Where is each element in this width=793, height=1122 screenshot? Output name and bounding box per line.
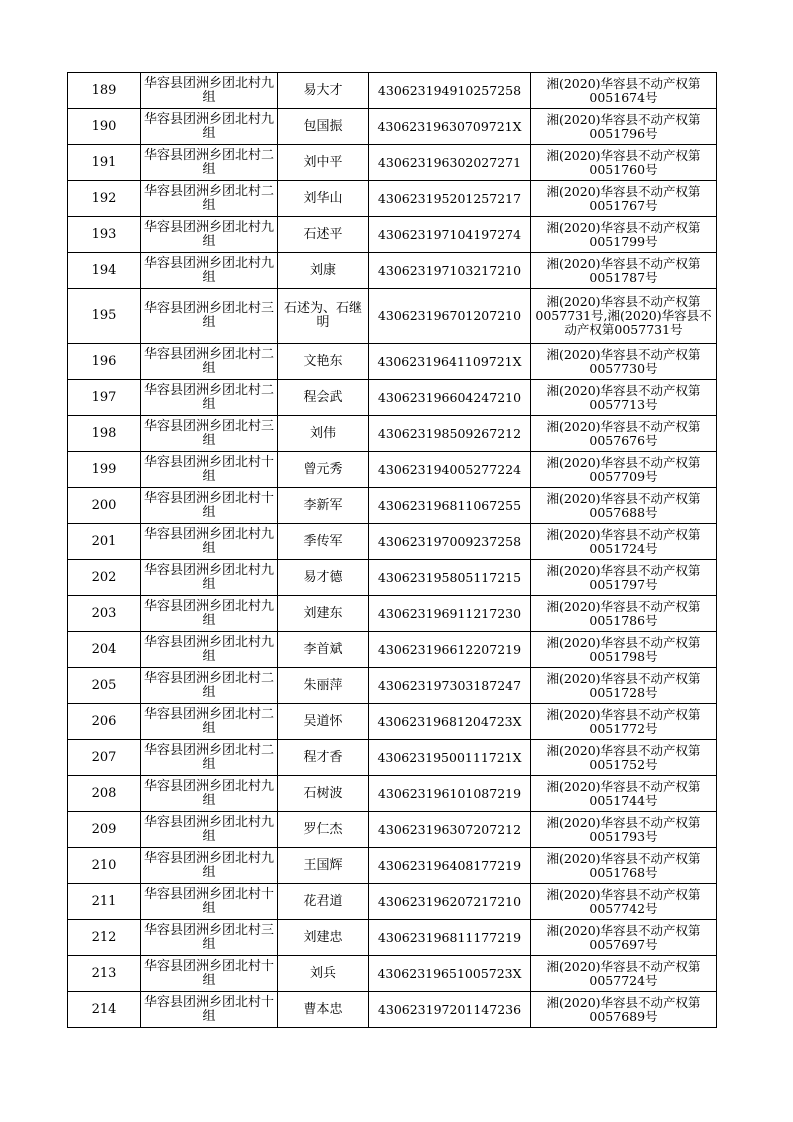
certificate-number-cell: 湘(2020)华容县不动产权第0057689号 xyxy=(531,992,717,1028)
table-row xyxy=(68,704,717,740)
address-cell: 华容县团洲乡团北村十组 xyxy=(141,452,278,488)
address-cell: 华容县团洲乡团北村二组 xyxy=(141,704,278,740)
table-row xyxy=(68,145,717,181)
table-row xyxy=(68,524,717,560)
id-number-cell: 43062319500111721X xyxy=(369,740,531,776)
row-number: 212 xyxy=(68,920,141,956)
certificate-number-cell: 湘(2020)华容县不动产权第0051772号 xyxy=(531,704,717,740)
address-cell: 华容县团洲乡团北村十组 xyxy=(141,884,278,920)
address-cell: 华容县团洲乡团北村三组 xyxy=(141,289,278,344)
address-cell: 华容县团洲乡团北村二组 xyxy=(141,668,278,704)
certificate-number-cell: 湘(2020)华容县不动产权第0051674号 xyxy=(531,73,717,109)
row-number: 197 xyxy=(68,380,141,416)
certificate-number-cell: 湘(2020)华容县不动产权第0057688号 xyxy=(531,488,717,524)
owner-name-cell: 吴道怀 xyxy=(278,704,369,740)
table-row xyxy=(68,253,717,289)
id-number-cell: 430623195201257217 xyxy=(369,181,531,217)
certificate-number-cell: 湘(2020)华容县不动产权第0051760号 xyxy=(531,145,717,181)
address-cell: 华容县团洲乡团北村九组 xyxy=(141,73,278,109)
table-row xyxy=(68,217,717,253)
id-number-cell: 43062319630709721X xyxy=(369,109,531,145)
id-number-cell: 430623196911217230 xyxy=(369,596,531,632)
table-row xyxy=(68,632,717,668)
owner-name-cell: 花君道 xyxy=(278,884,369,920)
owner-name-cell: 刘伟 xyxy=(278,416,369,452)
owner-name-cell: 刘中平 xyxy=(278,145,369,181)
row-number: 195 xyxy=(68,289,141,344)
certificate-number-cell: 湘(2020)华容县不动产权第0057724号 xyxy=(531,956,717,992)
certificate-number-cell: 湘(2020)华容县不动产权第0057709号 xyxy=(531,452,717,488)
certificate-number-cell: 湘(2020)华容县不动产权第0057676号 xyxy=(531,416,717,452)
address-cell: 华容县团洲乡团北村九组 xyxy=(141,812,278,848)
address-cell: 华容县团洲乡团北村九组 xyxy=(141,253,278,289)
owner-name-cell: 包国振 xyxy=(278,109,369,145)
row-number: 198 xyxy=(68,416,141,452)
table-row xyxy=(68,848,717,884)
id-number-cell: 430623196612207219 xyxy=(369,632,531,668)
id-number-cell: 430623196101087219 xyxy=(369,776,531,812)
row-number: 208 xyxy=(68,776,141,812)
table-row xyxy=(68,73,717,109)
id-number-cell: 430623196207217210 xyxy=(369,884,531,920)
owner-name-cell: 程会武 xyxy=(278,380,369,416)
certificate-number-cell: 湘(2020)华容县不动产权第0051798号 xyxy=(531,632,717,668)
certificate-number-cell: 湘(2020)华容县不动产权第0051767号 xyxy=(531,181,717,217)
row-number: 211 xyxy=(68,884,141,920)
table-row xyxy=(68,956,717,992)
row-number: 192 xyxy=(68,181,141,217)
table-row xyxy=(68,181,717,217)
id-number-cell: 43062319641109721X xyxy=(369,344,531,380)
owner-name-cell: 李新军 xyxy=(278,488,369,524)
id-number-cell: 430623197103217210 xyxy=(369,253,531,289)
table-row xyxy=(68,812,717,848)
owner-name-cell: 朱丽萍 xyxy=(278,668,369,704)
row-number: 213 xyxy=(68,956,141,992)
table-row xyxy=(68,740,717,776)
owner-name-cell: 王国辉 xyxy=(278,848,369,884)
certificate-number-cell: 湘(2020)华容县不动产权第0051768号 xyxy=(531,848,717,884)
id-number-cell: 43062319651005723X xyxy=(369,956,531,992)
address-cell: 华容县团洲乡团北村九组 xyxy=(141,217,278,253)
owner-name-cell: 刘华山 xyxy=(278,181,369,217)
address-cell: 华容县团洲乡团北村九组 xyxy=(141,632,278,668)
address-cell: 华容县团洲乡团北村三组 xyxy=(141,920,278,956)
owner-name-cell: 石树波 xyxy=(278,776,369,812)
table-row xyxy=(68,344,717,380)
table-row xyxy=(68,596,717,632)
certificate-number-cell: 湘(2020)华容县不动产权第0051797号 xyxy=(531,560,717,596)
owner-name-cell: 易大才 xyxy=(278,73,369,109)
table-row xyxy=(68,452,717,488)
table-row xyxy=(68,289,717,344)
id-number-cell: 430623196408177219 xyxy=(369,848,531,884)
id-number-cell: 430623196604247210 xyxy=(369,380,531,416)
certificate-number-cell: 湘(2020)华容县不动产权第0057730号 xyxy=(531,344,717,380)
id-number-cell: 430623194910257258 xyxy=(369,73,531,109)
row-number: 193 xyxy=(68,217,141,253)
owner-name-cell: 曾元秀 xyxy=(278,452,369,488)
address-cell: 华容县团洲乡团北村二组 xyxy=(141,145,278,181)
certificate-number-cell: 湘(2020)华容县不动产权第0057697号 xyxy=(531,920,717,956)
address-cell: 华容县团洲乡团北村二组 xyxy=(141,380,278,416)
table-row xyxy=(68,884,717,920)
id-number-cell: 430623196811067255 xyxy=(369,488,531,524)
table-row xyxy=(68,380,717,416)
address-cell: 华容县团洲乡团北村二组 xyxy=(141,344,278,380)
table-row xyxy=(68,560,717,596)
owner-name-cell: 刘康 xyxy=(278,253,369,289)
row-number: 201 xyxy=(68,524,141,560)
id-number-cell: 430623196811177219 xyxy=(369,920,531,956)
address-cell: 华容县团洲乡团北村九组 xyxy=(141,524,278,560)
table-row xyxy=(68,488,717,524)
certificate-number-cell: 湘(2020)华容县不动产权第0057731号,湘(2020)华容县不动产权第0057731号 xyxy=(531,289,717,344)
certificate-number-cell: 湘(2020)华容县不动产权第0051796号 xyxy=(531,109,717,145)
id-number-cell: 430623197009237258 xyxy=(369,524,531,560)
certificate-number-cell: 湘(2020)华容县不动产权第0051744号 xyxy=(531,776,717,812)
address-cell: 华容县团洲乡团北村十组 xyxy=(141,956,278,992)
row-number: 191 xyxy=(68,145,141,181)
row-number: 200 xyxy=(68,488,141,524)
address-cell: 华容县团洲乡团北村九组 xyxy=(141,596,278,632)
certificate-number-cell: 湘(2020)华容县不动产权第0051724号 xyxy=(531,524,717,560)
id-number-cell: 430623197201147236 xyxy=(369,992,531,1028)
table-row xyxy=(68,416,717,452)
certificate-number-cell: 湘(2020)华容县不动产权第0051799号 xyxy=(531,217,717,253)
certificate-number-cell: 湘(2020)华容县不动产权第0051787号 xyxy=(531,253,717,289)
owner-name-cell: 程才香 xyxy=(278,740,369,776)
id-number-cell: 430623196307207212 xyxy=(369,812,531,848)
row-number: 207 xyxy=(68,740,141,776)
row-number: 189 xyxy=(68,73,141,109)
certificate-number-cell: 湘(2020)华容县不动产权第0051728号 xyxy=(531,668,717,704)
certificate-number-cell: 湘(2020)华容县不动产权第0051793号 xyxy=(531,812,717,848)
registry-table xyxy=(67,72,717,1028)
row-number: 210 xyxy=(68,848,141,884)
table-row xyxy=(68,776,717,812)
owner-name-cell: 石述平 xyxy=(278,217,369,253)
owner-name-cell: 刘建东 xyxy=(278,596,369,632)
address-cell: 华容县团洲乡团北村三组 xyxy=(141,416,278,452)
row-number: 194 xyxy=(68,253,141,289)
address-cell: 华容县团洲乡团北村十组 xyxy=(141,992,278,1028)
id-number-cell: 430623197104197274 xyxy=(369,217,531,253)
owner-name-cell: 曹本忠 xyxy=(278,992,369,1028)
row-number: 205 xyxy=(68,668,141,704)
row-number: 204 xyxy=(68,632,141,668)
id-number-cell: 430623197303187247 xyxy=(369,668,531,704)
owner-name-cell: 刘兵 xyxy=(278,956,369,992)
row-number: 206 xyxy=(68,704,141,740)
address-cell: 华容县团洲乡团北村九组 xyxy=(141,776,278,812)
table-row xyxy=(68,992,717,1028)
owner-name-cell: 罗仁杰 xyxy=(278,812,369,848)
row-number: 214 xyxy=(68,992,141,1028)
owner-name-cell: 易才德 xyxy=(278,560,369,596)
table-row xyxy=(68,920,717,956)
row-number: 203 xyxy=(68,596,141,632)
registry-table-body xyxy=(68,73,717,1028)
id-number-cell: 430623198509267212 xyxy=(369,416,531,452)
id-number-cell: 430623195805117215 xyxy=(369,560,531,596)
row-number: 196 xyxy=(68,344,141,380)
owner-name-cell: 季传军 xyxy=(278,524,369,560)
owner-name-cell: 李首斌 xyxy=(278,632,369,668)
certificate-number-cell: 湘(2020)华容县不动产权第0057713号 xyxy=(531,380,717,416)
address-cell: 华容县团洲乡团北村二组 xyxy=(141,181,278,217)
certificate-number-cell: 湘(2020)华容县不动产权第0051752号 xyxy=(531,740,717,776)
address-cell: 华容县团洲乡团北村九组 xyxy=(141,848,278,884)
address-cell: 华容县团洲乡团北村九组 xyxy=(141,109,278,145)
id-number-cell: 430623196701207210 xyxy=(369,289,531,344)
row-number: 199 xyxy=(68,452,141,488)
table-row xyxy=(68,109,717,145)
table-row xyxy=(68,668,717,704)
row-number: 190 xyxy=(68,109,141,145)
address-cell: 华容县团洲乡团北村十组 xyxy=(141,488,278,524)
owner-name-cell: 刘建忠 xyxy=(278,920,369,956)
certificate-number-cell: 湘(2020)华容县不动产权第0051786号 xyxy=(531,596,717,632)
id-number-cell: 430623194005277224 xyxy=(369,452,531,488)
certificate-number-cell: 湘(2020)华容县不动产权第0057742号 xyxy=(531,884,717,920)
address-cell: 华容县团洲乡团北村九组 xyxy=(141,560,278,596)
address-cell: 华容县团洲乡团北村二组 xyxy=(141,740,278,776)
id-number-cell: 430623196302027271 xyxy=(369,145,531,181)
owner-name-cell: 石述为、石继明 xyxy=(278,289,369,344)
row-number: 209 xyxy=(68,812,141,848)
owner-name-cell: 文艳东 xyxy=(278,344,369,380)
row-number: 202 xyxy=(68,560,141,596)
id-number-cell: 43062319681204723X xyxy=(369,704,531,740)
